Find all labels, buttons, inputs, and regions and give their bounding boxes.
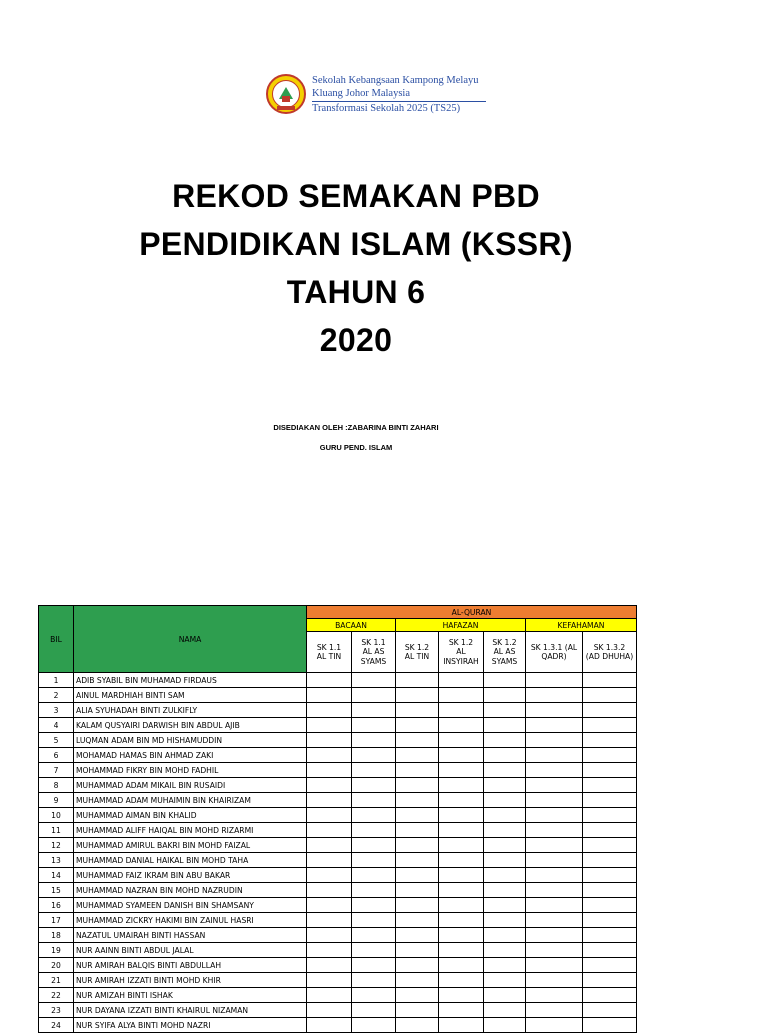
score-cell[interactable] [484, 823, 526, 838]
score-cell[interactable] [307, 988, 352, 1003]
score-cell[interactable] [526, 838, 583, 853]
score-cell[interactable] [396, 883, 439, 898]
table-row [39, 853, 637, 868]
score-cell[interactable] [439, 973, 484, 988]
score-cell[interactable] [484, 988, 526, 1003]
score-cell[interactable] [396, 808, 439, 823]
score-cell[interactable] [439, 778, 484, 793]
table-row [39, 823, 637, 838]
bil-cell: 10 [39, 808, 74, 823]
score-cell[interactable] [526, 1018, 583, 1033]
student-name-cell: KALAM QUSYAIRI DARWISH BIN ABDUL AJIB [74, 718, 307, 733]
score-cell[interactable] [352, 883, 396, 898]
score-cell[interactable] [439, 913, 484, 928]
score-cell[interactable] [307, 688, 352, 703]
prepared-by: DISEDIAKAN OLEH :ZABARINA BINTI ZAHARI [273, 423, 439, 432]
table-row [39, 838, 637, 853]
student-name-cell: MOHAMMAD FIKRY BIN MOHD FADHIL [74, 763, 307, 778]
score-cell[interactable] [352, 763, 396, 778]
score-cell[interactable] [307, 778, 352, 793]
score-cell[interactable] [307, 748, 352, 763]
table-row [39, 808, 637, 823]
score-cell[interactable] [484, 1003, 526, 1018]
score-cell[interactable] [526, 928, 583, 943]
bil-cell: 4 [39, 718, 74, 733]
table-row [39, 958, 637, 973]
score-cell[interactable] [439, 838, 484, 853]
student-name-cell: ALIA SYUHADAH BINTI ZULKIFLY [74, 703, 307, 718]
bil-cell: 15 [39, 883, 74, 898]
bil-cell: 17 [39, 913, 74, 928]
student-name-cell: MUHAMMAD DANIAL HAIKAL BIN MOHD TAHA [74, 853, 307, 868]
table-row [39, 703, 637, 718]
score-cell[interactable] [526, 988, 583, 1003]
score-cell[interactable] [352, 748, 396, 763]
school-motto: Transformasi Sekolah 2025 (TS25) [312, 103, 461, 114]
table-row [39, 688, 637, 703]
score-cell[interactable] [307, 808, 352, 823]
bil-cell: 3 [39, 703, 74, 718]
score-cell[interactable] [484, 958, 526, 973]
score-cell[interactable] [526, 793, 583, 808]
score-cell[interactable] [307, 703, 352, 718]
sk-header: SK 1.2 AL TIN [396, 632, 439, 673]
score-cell[interactable] [484, 853, 526, 868]
score-cell[interactable] [352, 703, 396, 718]
bil-cell: 13 [39, 853, 74, 868]
table-row [39, 793, 637, 808]
table-row [39, 763, 637, 778]
table-row [39, 973, 637, 988]
student-name-cell: MUHAMMAD AMIRUL BAKRI BIN MOHD FAIZAL [74, 838, 307, 853]
score-cell[interactable] [396, 958, 439, 973]
score-cell[interactable] [583, 823, 637, 838]
score-cell[interactable] [484, 943, 526, 958]
score-cell[interactable] [583, 883, 637, 898]
score-cell[interactable] [396, 853, 439, 868]
score-cell[interactable] [484, 718, 526, 733]
score-cell[interactable] [583, 853, 637, 868]
score-cell[interactable] [307, 763, 352, 778]
score-cell[interactable] [439, 703, 484, 718]
score-cell[interactable] [396, 898, 439, 913]
kefahaman-header: KEFAHAMAN [526, 619, 637, 632]
score-cell[interactable] [307, 1003, 352, 1018]
bacaan-header: BACAAN [307, 619, 396, 632]
score-cell[interactable] [352, 793, 396, 808]
student-name-cell: NAZATUL UMAIRAH BINTI HASSAN [74, 928, 307, 943]
score-cell[interactable] [307, 1018, 352, 1033]
student-name-cell: ADIB SYABIL BIN MUHAMAD FIRDAUS [74, 673, 307, 688]
score-cell[interactable] [352, 1003, 396, 1018]
score-cell[interactable] [307, 853, 352, 868]
table-row [39, 988, 637, 1003]
score-cell[interactable] [439, 748, 484, 763]
score-cell[interactable] [307, 868, 352, 883]
student-name-cell: LUQMAN ADAM BIN MD HISHAMUDDIN [74, 733, 307, 748]
score-cell[interactable] [396, 838, 439, 853]
score-cell[interactable] [396, 778, 439, 793]
score-cell[interactable] [352, 673, 396, 688]
score-cell[interactable] [439, 823, 484, 838]
score-cell[interactable] [526, 1003, 583, 1018]
score-cell[interactable] [484, 793, 526, 808]
bil-cell: 5 [39, 733, 74, 748]
table-row [39, 898, 637, 913]
score-cell[interactable] [583, 763, 637, 778]
score-cell[interactable] [352, 1018, 396, 1033]
score-cell[interactable] [583, 973, 637, 988]
score-cell[interactable] [526, 763, 583, 778]
score-cell[interactable] [307, 673, 352, 688]
school-name: Sekolah Kebangsaan Kampong Melayu [312, 75, 479, 86]
bil-cell: 18 [39, 928, 74, 943]
score-cell[interactable] [352, 988, 396, 1003]
score-cell[interactable] [484, 748, 526, 763]
score-cell[interactable] [307, 838, 352, 853]
student-name-cell: NUR DAYANA IZZATI BINTI KHAIRUL NIZAMAN [74, 1003, 307, 1018]
bil-cell: 14 [39, 868, 74, 883]
score-cell[interactable] [352, 688, 396, 703]
score-cell[interactable] [396, 763, 439, 778]
score-cell[interactable] [439, 898, 484, 913]
score-cell[interactable] [484, 1018, 526, 1033]
score-cell[interactable] [396, 973, 439, 988]
score-cell[interactable] [352, 823, 396, 838]
score-cell[interactable] [526, 898, 583, 913]
score-cell[interactable] [307, 958, 352, 973]
score-cell[interactable] [526, 748, 583, 763]
sk-header: SK 1.3.1 (AL QADR) [526, 632, 583, 673]
table-row [39, 913, 637, 928]
score-cell[interactable] [352, 928, 396, 943]
score-cell[interactable] [583, 778, 637, 793]
score-cell[interactable] [307, 793, 352, 808]
bil-cell: 20 [39, 958, 74, 973]
table-row [39, 673, 637, 688]
score-cell[interactable] [396, 1003, 439, 1018]
score-cell[interactable] [439, 718, 484, 733]
bil-cell: 21 [39, 973, 74, 988]
score-cell[interactable] [439, 958, 484, 973]
school-header [266, 72, 496, 122]
score-cell[interactable] [439, 793, 484, 808]
score-cell[interactable] [583, 673, 637, 688]
score-cell[interactable] [352, 898, 396, 913]
score-cell[interactable] [583, 1018, 637, 1033]
sk-header: SK 1.3.2 (AD DHUHA) [583, 632, 637, 673]
sk-header: SK 1.1 AL AS SYAMS [352, 632, 396, 673]
score-cell[interactable] [526, 823, 583, 838]
score-cell[interactable] [352, 958, 396, 973]
score-cell[interactable] [352, 853, 396, 868]
table-row [39, 1018, 637, 1033]
table-row [39, 748, 637, 763]
score-cell[interactable] [526, 868, 583, 883]
student-name-cell: NUR AMIRAH IZZATI BINTI MOHD KHIR [74, 973, 307, 988]
student-name-cell: NUR AMIZAH BINTI ISHAK [74, 988, 307, 1003]
score-cell[interactable] [583, 943, 637, 958]
score-cell[interactable] [583, 748, 637, 763]
table-body [39, 673, 637, 1033]
sk-header: SK 1.1 AL TIN [307, 632, 352, 673]
bil-cell: 24 [39, 1018, 74, 1033]
score-cell[interactable] [526, 673, 583, 688]
assessment-table [38, 605, 637, 1033]
student-name-cell: MOHAMAD HAMAS BIN AHMAD ZAKI [74, 748, 307, 763]
table-row [39, 1003, 637, 1018]
bil-cell: 1 [39, 673, 74, 688]
score-cell[interactable] [484, 973, 526, 988]
score-cell[interactable] [352, 973, 396, 988]
score-cell[interactable] [484, 928, 526, 943]
score-cell[interactable] [484, 733, 526, 748]
student-name-cell: MUHAMMAD NAZRAN BIN MOHD NAZRUDIN [74, 883, 307, 898]
score-cell[interactable] [396, 718, 439, 733]
score-cell[interactable] [484, 673, 526, 688]
score-cell[interactable] [484, 763, 526, 778]
score-cell[interactable] [439, 1018, 484, 1033]
score-cell[interactable] [526, 703, 583, 718]
score-cell[interactable] [583, 913, 637, 928]
table-row [39, 883, 637, 898]
bil-cell: 16 [39, 898, 74, 913]
al-quran-header: AL-QURAN [307, 606, 637, 619]
table-row [39, 718, 637, 733]
score-cell[interactable] [307, 823, 352, 838]
score-cell[interactable] [583, 718, 637, 733]
score-cell[interactable] [439, 988, 484, 1003]
student-name-cell: NUR AMIRAH BALQIS BINTI ABDULLAH [74, 958, 307, 973]
score-cell[interactable] [526, 733, 583, 748]
score-cell[interactable] [583, 793, 637, 808]
student-name-cell: MUHAMMAD ADAM MUHAIMIN BIN KHAIRIZAM [74, 793, 307, 808]
title-line-2: PENDIDIKAN ISLAM (KSSR) [139, 226, 573, 262]
sk-header: SK 1.2 AL AS SYAMS [484, 632, 526, 673]
table-row [39, 943, 637, 958]
title-line-1: REKOD SEMAKAN PBD [172, 178, 540, 214]
score-cell[interactable] [307, 898, 352, 913]
score-cell[interactable] [484, 808, 526, 823]
score-cell[interactable] [484, 883, 526, 898]
score-cell[interactable] [484, 688, 526, 703]
score-cell[interactable] [396, 823, 439, 838]
table-row [39, 778, 637, 793]
title-line-3: TAHUN 6 [286, 274, 426, 310]
score-cell[interactable] [396, 913, 439, 928]
table-row [39, 733, 637, 748]
score-cell[interactable] [526, 973, 583, 988]
score-cell[interactable] [439, 808, 484, 823]
score-cell[interactable] [439, 868, 484, 883]
student-name-cell: MUHAMMAD FAIZ IKRAM BIN ABU BAKAR [74, 868, 307, 883]
score-cell[interactable] [439, 1003, 484, 1018]
score-cell[interactable] [307, 883, 352, 898]
score-cell[interactable] [583, 898, 637, 913]
score-cell[interactable] [484, 898, 526, 913]
score-cell[interactable] [484, 703, 526, 718]
student-name-cell: MUHAMMAD ALIFF HAIQAL BIN MOHD RIZARMI [74, 823, 307, 838]
score-cell[interactable] [307, 733, 352, 748]
score-cell[interactable] [583, 1003, 637, 1018]
score-cell[interactable] [526, 883, 583, 898]
score-cell[interactable] [484, 868, 526, 883]
score-cell[interactable] [396, 688, 439, 703]
score-cell[interactable] [526, 688, 583, 703]
score-cell[interactable] [352, 913, 396, 928]
score-cell[interactable] [583, 988, 637, 1003]
student-name-cell: MUHAMMAD SYAMEEN DANISH BIN SHAMSANY [74, 898, 307, 913]
score-cell[interactable] [583, 703, 637, 718]
score-cell[interactable] [583, 688, 637, 703]
bil-cell: 19 [39, 943, 74, 958]
score-cell[interactable] [484, 778, 526, 793]
score-cell[interactable] [396, 1018, 439, 1033]
score-cell[interactable] [396, 733, 439, 748]
score-cell[interactable] [583, 808, 637, 823]
score-cell[interactable] [439, 943, 484, 958]
score-cell[interactable] [396, 673, 439, 688]
table-header [39, 606, 637, 673]
bil-cell: 7 [39, 763, 74, 778]
table-row [39, 868, 637, 883]
score-cell[interactable] [526, 778, 583, 793]
school-location: Kluang Johor Malaysia [312, 88, 410, 99]
score-cell[interactable] [307, 973, 352, 988]
score-cell[interactable] [526, 808, 583, 823]
bil-cell: 22 [39, 988, 74, 1003]
score-cell[interactable] [352, 733, 396, 748]
student-name-cell: MUHAMMAD ADAM MIKAIL BIN RUSAIDI [74, 778, 307, 793]
score-cell[interactable] [396, 928, 439, 943]
sk-header: SK 1.2 AL INSYIRAH [439, 632, 484, 673]
student-name-cell: NUR AAINN BINTI ABDUL JALAL [74, 943, 307, 958]
score-cell[interactable] [352, 718, 396, 733]
table-row [39, 928, 637, 943]
score-cell[interactable] [583, 733, 637, 748]
score-cell[interactable] [439, 763, 484, 778]
score-cell[interactable] [396, 793, 439, 808]
score-cell[interactable] [526, 853, 583, 868]
score-cell[interactable] [307, 718, 352, 733]
score-cell[interactable] [352, 943, 396, 958]
bil-cell: 9 [39, 793, 74, 808]
score-cell[interactable] [396, 703, 439, 718]
bil-cell: 6 [39, 748, 74, 763]
bil-header: BIL [39, 606, 74, 673]
score-cell[interactable] [352, 778, 396, 793]
student-name-cell: NUR SYIFA ALYA BINTI MOHD NAZRI [74, 1018, 307, 1033]
score-cell[interactable] [439, 673, 484, 688]
school-crest-icon [266, 74, 306, 114]
student-name-cell: MUHAMMAD ZICKRY HAKIMI BIN ZAINUL HASRI [74, 913, 307, 928]
score-cell[interactable] [526, 958, 583, 973]
score-cell[interactable] [352, 838, 396, 853]
score-cell[interactable] [352, 868, 396, 883]
score-cell[interactable] [396, 988, 439, 1003]
score-cell[interactable] [396, 748, 439, 763]
student-name-cell: MUHAMMAD AIMAN BIN KHALID [74, 808, 307, 823]
score-cell[interactable] [396, 943, 439, 958]
hafazan-header: HAFAZAN [396, 619, 526, 632]
score-cell[interactable] [526, 943, 583, 958]
score-cell[interactable] [439, 928, 484, 943]
score-cell[interactable] [439, 853, 484, 868]
score-cell[interactable] [307, 928, 352, 943]
score-cell[interactable] [526, 913, 583, 928]
bil-cell: 8 [39, 778, 74, 793]
bil-cell: 23 [39, 1003, 74, 1018]
score-cell[interactable] [583, 868, 637, 883]
score-cell[interactable] [583, 958, 637, 973]
score-cell[interactable] [439, 733, 484, 748]
score-cell[interactable] [484, 838, 526, 853]
score-cell[interactable] [352, 808, 396, 823]
score-cell[interactable] [396, 868, 439, 883]
title-line-4: 2020 [319, 322, 393, 358]
score-cell[interactable] [307, 943, 352, 958]
student-name-cell: AINUL MARDHIAH BINTI SAM [74, 688, 307, 703]
score-cell[interactable] [439, 883, 484, 898]
nama-header: NAMA [74, 606, 307, 673]
teacher-role: GURU PEND. ISLAM [319, 443, 393, 452]
score-cell[interactable] [484, 913, 526, 928]
bil-cell: 12 [39, 838, 74, 853]
score-cell[interactable] [583, 928, 637, 943]
score-cell[interactable] [526, 718, 583, 733]
score-cell[interactable] [439, 688, 484, 703]
score-cell[interactable] [583, 838, 637, 853]
score-cell[interactable] [307, 913, 352, 928]
bil-cell: 11 [39, 823, 74, 838]
bil-cell: 2 [39, 688, 74, 703]
